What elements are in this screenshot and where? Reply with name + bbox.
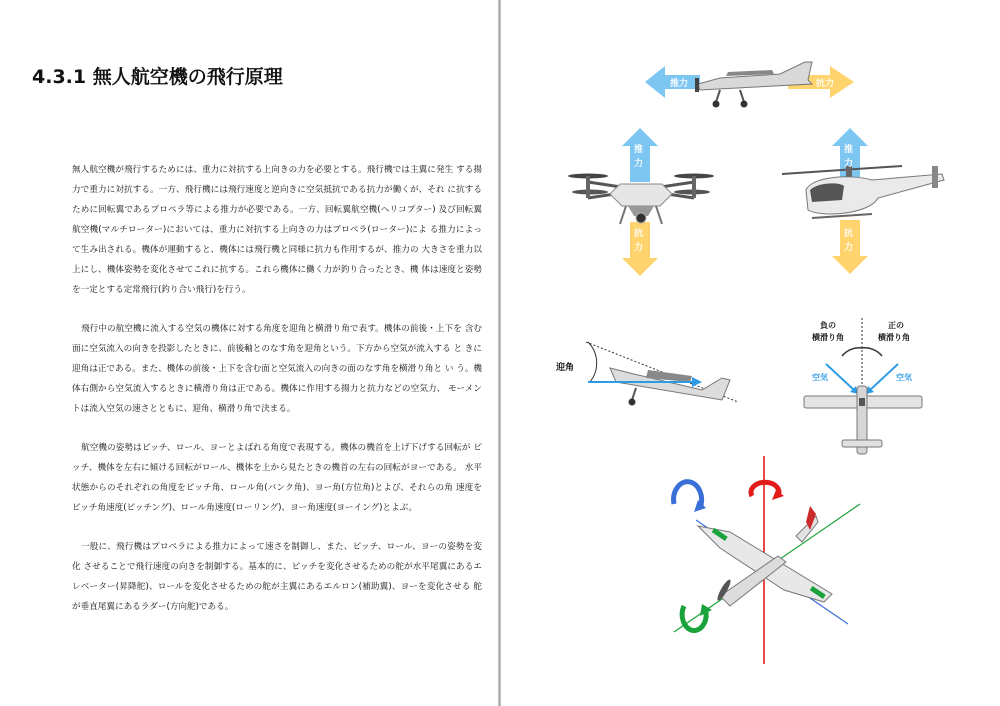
section-heading: 4.3.1 無人航空機の飛行原理 [32,66,283,88]
positive-sideslip-label-2: 横滑り角 [878,333,910,342]
airplane-top-image [804,386,922,454]
positive-sideslip-label-1: 正の [888,321,904,330]
negative-sideslip-label-2: 横滑り角 [812,333,844,342]
drone-thrust-arrow [622,128,658,182]
negative-sideslip-label-1: 負の [820,321,836,330]
drone-drag-label-1: 抗 [634,229,644,239]
airplane-3d-image [698,506,832,606]
paragraph-4: 一般に、飛行機はプロペラによる推力によって速さを制御し、また、ピッチ、ロール、ヨーの姿勢を変化 させることで飛行速度の向きを制御する。基本的に、ピッチを変化させるための舵が水平尾翼にあるエ レベーター(昇降舵)、ロールを変化させるための舵が主翼にあるエルロン(補助翼)、ヨーを変化させる 舵が垂直尾翼にあるラダー(方向舵)である。 [72,542,482,612]
figure-attitude-axes [660,456,870,668]
figure-angle-of-attack [552,330,752,420]
figure-drone-forces [568,124,718,284]
positive-sideslip-arc [862,348,882,356]
right-air-label: 空気 [896,373,912,382]
drone-thrust-label-2: 力 [634,159,644,169]
aoa-arc [588,342,597,382]
paragraph-2: 飛行中の航空機に流入する空気の機体に対する角度を迎角と横滑り角で表す。機体の前後・上下を 含む面に空気流入の向きを投影したときに、前後軸とのなす角を迎角という。下方から空気が流入する と きに迎角は正である。また、機体の前後・上下を含む面と空気流入の向きの面のなす角を横滑り角と い う。機体右側から空気流入するときに横滑り角は正である。機体に作用する揚力と抗力などの空気力、 モーメントは流入空気の速さとともに、迎角、横滑り角で決まる。 [72,324,482,414]
roll-rotation-icon [674,482,706,512]
figure-airplane-forces [640,50,870,120]
drone-drag-label-2: 力 [634,243,644,253]
angle-of-attack-label: 迎角 [556,363,575,373]
paragraph-3: 航空機の姿勢はピッチ、ロール、ヨーとよばれる角度で表現する。機体の機首を上げ下げする回転が ピッチ、機体を左右に傾ける回転がロール、機体を上から見たときの機首の左右の回転がヨーである。 水平状態からのそれぞれの角度をピッチ角、ロール角(バンク角)、ヨー角(方位角)とよび、それらの角 速度をピッチ角速度(ピッチング)、ロール角速度(ローリング)、ヨー角速度(ヨーイング)とよぶ。 [72,443,482,513]
figure-sideslip [798,318,928,458]
left-air-label: 空気 [812,373,828,382]
heli-thrust-label-1: 推 [844,145,854,155]
paragraph-1: 無人航空機が飛行するためには、重力に対抗する上向きの力を必要とする。飛行機では主翼に発生 する揚力で重力に対抗する。一方、飛行機には飛行速度と逆向きに空気抵抗である抗力が働くが、それ に抗するために回転翼であるプロペラ等による推力が必要である。一方、回転翼航空機(ヘリコプター) 及び回転翼航空機(マルチローター)においては、重力に対抗する上向きの力はプロペラ(ローター)によ る推力によって生み出される。機体が運動すると、機体には飛行機と同様に抗力も作用するが、推力の 大きさを重力以上にし、機体姿勢を変化させてこれに抗する。これら機体に働く力が釣り合ったとき、機 体は速度と姿勢を一定とする定常飛行(釣り合い飛行)を行う。 [72,165,482,295]
body-text [72,160,482,636]
airplane-side-image [695,62,812,108]
aoa-airflow-arrowhead [692,377,702,387]
right-page [500,0,1000,706]
airplane-thrust-label: 推力 [670,79,689,89]
heli-drag-label-1: 抗 [844,229,854,239]
negative-sideslip-arc [842,348,862,356]
yaw-rotation-icon [682,604,712,631]
figure-heli-forces [782,128,947,283]
helicopter-image [782,166,944,218]
heli-thrust-label-2: 力 [844,159,854,169]
heli-drag-label-2: 力 [844,243,854,253]
airplane-aoa-image [610,368,730,406]
drone-thrust-label-1: 推 [634,145,644,155]
right-airflow-line [870,364,898,390]
pitch-rotation-icon [751,482,784,500]
left-airflow-line [826,364,854,390]
airplane-drag-label: 抗力 [816,79,835,89]
